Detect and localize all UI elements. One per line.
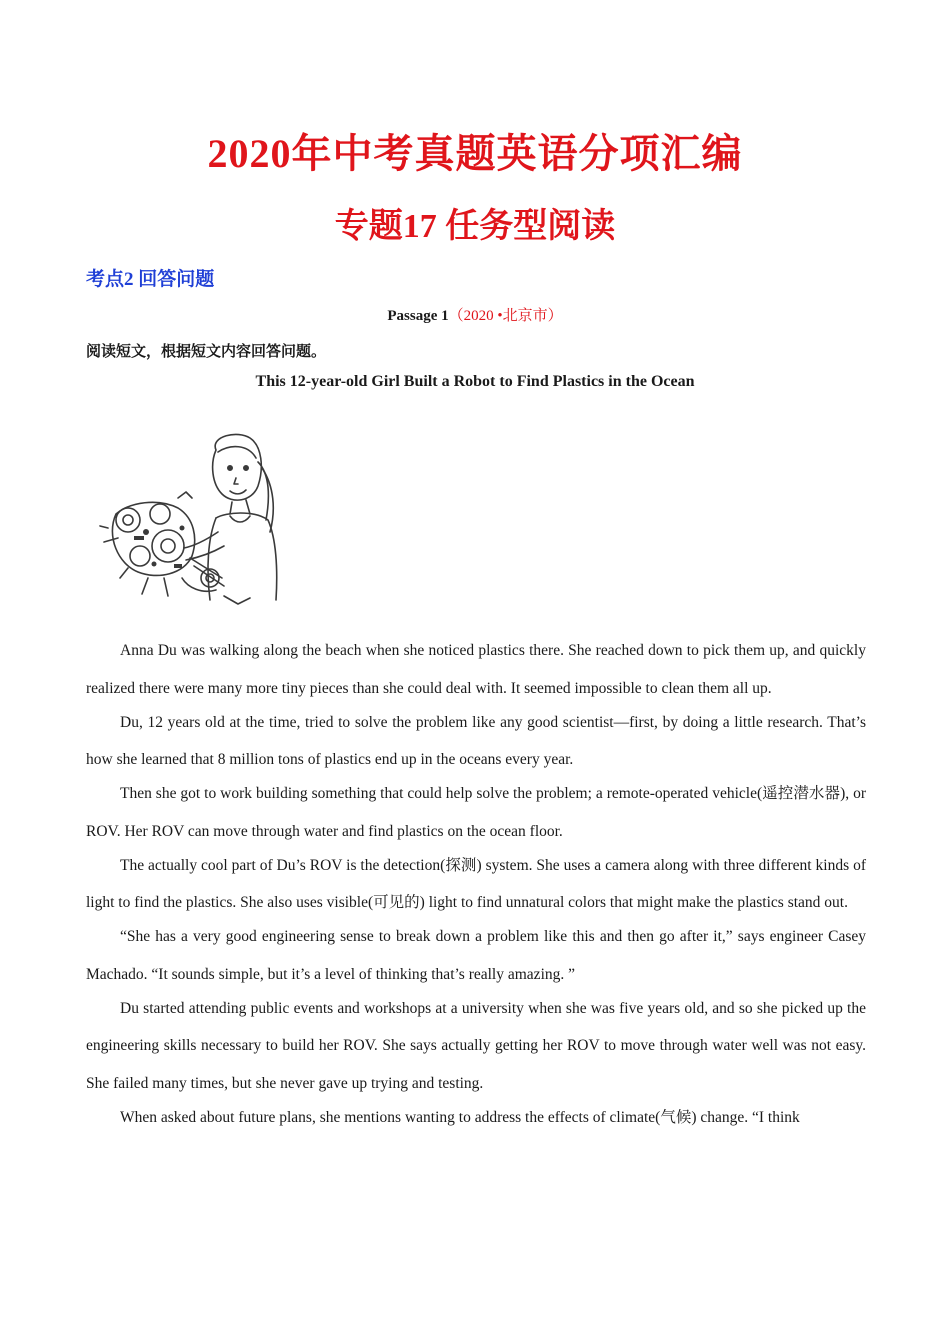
paragraph: “She has a very good engineering sense to break down a problem like this and then go after it,” says engineer Casey Machado. “It sounds simple, but it’s a level of thinking that’s really amazing. ” [86, 928, 866, 983]
paragraph: Du, 12 years old at the time, tried to solve the problem like any good scientist—first, by doing a little research. That’s how she learned that 8 million tons of plastics end up in the oceans every year. [86, 713, 866, 768]
article-title: This 12-year-old Girl Built a Robot to Find Plastics in the Ocean [255, 373, 695, 390]
sub-title: 专题17 任务型阅读 [334, 208, 616, 245]
girl-with-robot-illustration [98, 428, 290, 620]
paragraph: Anna Du was walking along the beach when she noticed plastics there. She reached down to pick them up, and quickly realized there were many more tiny pieces than she could deal with. It seemed impossible to clean them all up. [86, 642, 866, 697]
article-body [86, 632, 866, 1133]
paragraph: Du started attending public events and workshops at a university when she was five years old, and so she picked up the engineering skills necessary to build her ROV. She says actually getting her ROV to move through water well was not easy. She failed many times, but she never gave up trying and testing. [86, 999, 866, 1092]
paragraph: The actually cool part of Du’s ROV is the detection(探测) system. She uses a camera along with three different kinds of light to find the plastics. She also uses visible(可见的) light to find unnatural colors that might make the plastics stand out. [86, 856, 866, 911]
main-title: 2020年中考真题英语分项汇编 [207, 131, 743, 176]
paragraph: When asked about future plans, she mentions wanting to address the effects of climate(气候) change. “I think [120, 1108, 800, 1126]
section-heading: 考点2 回答问题 [86, 269, 215, 290]
passage-label: Passage 1 [387, 308, 449, 324]
instruction-text: 阅读短文，根据短文内容回答问题。 [86, 342, 327, 360]
passage-heading [0, 304, 950, 325]
passage-source: （2020 •北京市） [448, 308, 563, 324]
paragraph: Then she got to work building something that could help solve the problem; a remote-operated vehicle(遥控潜水器), or ROV. Her ROV can move through water and find plastics on the ocean floor. [86, 785, 866, 840]
